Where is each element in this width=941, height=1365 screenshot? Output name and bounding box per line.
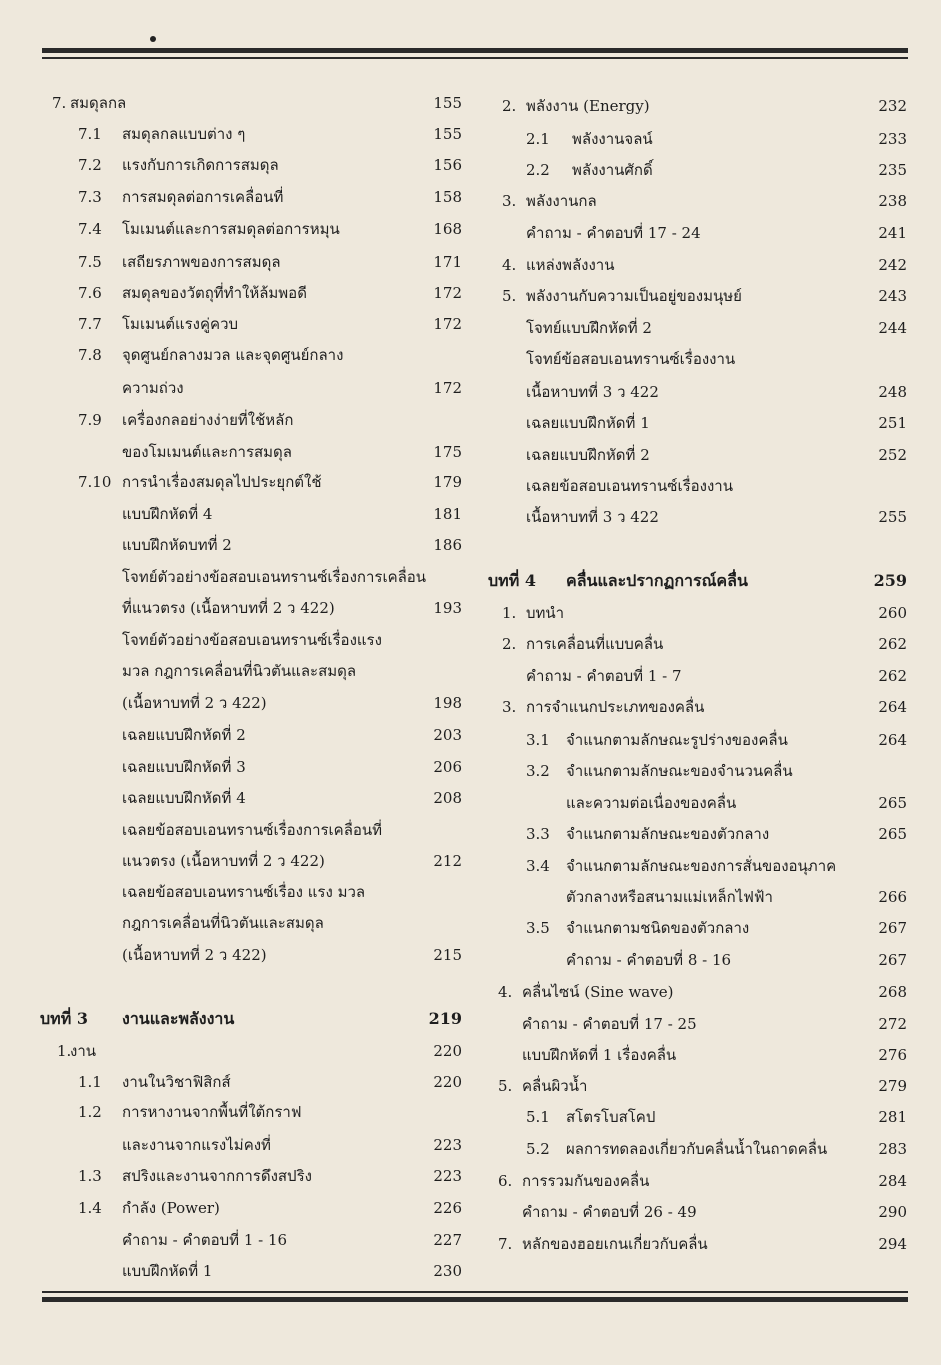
toc-entry-title: คลื่นและปรากฏการณ์คลื่น	[566, 571, 748, 590]
toc-entry-page: 186	[433, 536, 462, 554]
toc-entry-number: 5.	[498, 1077, 513, 1095]
toc-entry-title: ผลการทดลองเกี่ยวกับคลื่นน้ำในถาดคลื่น	[566, 1140, 828, 1158]
toc-entry-number: 7.1	[78, 125, 102, 143]
toc-entry-page: 268	[878, 983, 907, 1001]
toc-entry	[0, 214, 470, 244]
toc-entry	[0, 278, 470, 308]
toc-entry-title: การนำเรื่องสมดุลไปประยุกต์ใช้	[122, 473, 322, 491]
toc-entry-number: 4.	[502, 256, 517, 274]
toc-entry-number: 7.9	[78, 411, 102, 429]
toc-entry-page: 266	[878, 888, 907, 906]
toc-entry	[0, 309, 470, 339]
toc-entry-title: คำถาม - คำตอบที่ 26 - 49	[522, 1203, 697, 1221]
toc-entry-page: 262	[878, 667, 907, 685]
toc-entry-page: 212	[433, 852, 462, 870]
toc-entry	[470, 155, 941, 185]
toc-entry-title: การรวมกันของคลื่น	[522, 1172, 650, 1190]
toc-entry-title: โมเมนต์แรงคู่ควบ	[122, 315, 239, 333]
toc-entry-page: 235	[878, 161, 907, 179]
toc-entry-number: 5.2	[526, 1140, 550, 1158]
toc-entry-page: 241	[878, 224, 907, 242]
toc-entry-page: 156	[433, 156, 462, 174]
toc-entry-page: 220	[433, 1073, 462, 1091]
toc-entry	[470, 819, 941, 849]
toc-entry-title: คำถาม - คำตอบที่ 17 - 24	[526, 224, 701, 242]
toc-entry-title: หลักของฮอยเกนเกี่ยวกับคลื่น	[522, 1235, 708, 1253]
toc-entry	[470, 1040, 941, 1070]
toc-entry-title: ของโมเมนต์และการสมดุล	[122, 443, 292, 461]
toc-entry-page: 206	[433, 758, 462, 776]
toc-entry-page: 172	[433, 315, 462, 333]
toc-entry-title: (เนื้อหาบทที่ 2 ว 422)	[122, 946, 267, 964]
toc-entry	[0, 562, 470, 592]
toc-entry	[470, 1102, 941, 1132]
toc-entry-title: โจทย์แบบฝึกหัดที่ 2	[526, 319, 652, 337]
toc-entry	[0, 182, 470, 212]
toc-entry	[0, 1097, 470, 1127]
toc-entry	[0, 88, 470, 118]
toc-entry-page: 172	[433, 379, 462, 397]
toc-entry-page: 193	[433, 599, 462, 617]
toc-entry-page: 168	[433, 220, 462, 238]
toc-entry	[0, 720, 470, 750]
toc-entry	[0, 940, 470, 970]
toc-chapter-heading	[470, 566, 941, 596]
toc-entry-title: เสถียรภาพของการสมดุล	[122, 253, 281, 271]
toc-entry-number: 2.1	[526, 130, 550, 148]
toc-entry-title: จำแนกตามลักษณะของตัวกลาง	[566, 825, 770, 843]
toc-entry-title: กฎการเคลื่อนที่นิวตันและสมดุล	[122, 914, 324, 932]
toc-entry-page: 264	[878, 731, 907, 749]
toc-entry	[0, 499, 470, 529]
toc-entry-title: แบบฝึกหัดบทที่ 2	[122, 536, 232, 554]
toc-entry-page: 272	[878, 1015, 907, 1033]
toc-entry	[470, 692, 941, 722]
toc-entry-title: พลังงานกับความเป็นอยู่ของมนุษย์	[526, 287, 742, 305]
toc-entry-page: 281	[878, 1108, 907, 1126]
toc-entry	[0, 405, 470, 435]
toc-entry-number: บทที่ 3	[40, 1009, 88, 1028]
toc-entry	[0, 150, 470, 180]
toc-entry-title: พลังงาน (Energy)	[526, 97, 650, 115]
toc-entry-page: 215	[433, 946, 462, 964]
toc-entry-page: 158	[433, 188, 462, 206]
toc-entry	[470, 440, 941, 470]
toc-entry-number: 2.2	[526, 161, 550, 179]
toc-entry	[470, 250, 941, 280]
toc-entry-title: พลังงานศักดิ์	[572, 161, 653, 179]
toc-entry-page: 265	[878, 794, 907, 812]
toc-entry	[470, 281, 941, 311]
toc-entry-title: การหางานจากพื้นที่ใต้กราฟ	[122, 1103, 302, 1121]
toc-entry-page: 223	[433, 1136, 462, 1154]
toc-entry	[470, 1166, 941, 1196]
toc-entry	[0, 1161, 470, 1191]
toc-entry	[470, 502, 941, 532]
toc-entry	[470, 313, 941, 343]
toc-entry-title: เฉลยข้อสอบเอนทรานซ์เรื่องงาน	[526, 477, 733, 495]
toc-entry-title: และงานจากแรงไม่คงที่	[122, 1136, 271, 1154]
toc-entry-number: 1.4	[78, 1199, 102, 1217]
toc-entry-page: 251	[878, 414, 907, 432]
toc-chapter-heading	[0, 1004, 470, 1034]
toc-entry	[470, 218, 941, 248]
toc-entry	[0, 877, 470, 907]
toc-entry	[0, 1036, 470, 1066]
toc-entry-page: 230	[433, 1262, 462, 1280]
toc-entry-page: 179	[433, 473, 462, 491]
toc-entry-page: 265	[878, 825, 907, 843]
toc-entry-number: 4.	[498, 983, 513, 1001]
toc-entry-title: แนวตรง (เนื้อหาบทที่ 2 ว 422)	[122, 852, 325, 870]
toc-entry	[470, 344, 941, 374]
toc-entry-page: 171	[433, 253, 462, 271]
toc-entry-page: 248	[878, 383, 907, 401]
toc-entry-title: ความถ่วง	[122, 379, 184, 397]
toc-entry-number: 1.	[502, 604, 517, 622]
toc-entry-page: 290	[878, 1203, 907, 1221]
toc-entry-title: คำถาม - คำตอบที่ 1 - 7	[526, 667, 682, 685]
toc-entry-title: จำแนกตามลักษณะของจำนวนคลื่น	[566, 762, 793, 780]
toc-entry-page: 155	[433, 94, 462, 112]
toc-entry	[470, 661, 941, 691]
toc-entry-title: การเคลื่อนที่แบบคลื่น	[526, 635, 664, 653]
toc-entry-number: บทที่ 4	[488, 571, 536, 590]
toc-entry-number: 2.	[502, 97, 517, 115]
toc-entry	[0, 373, 470, 403]
toc-entry-title: จำแนกตามชนิดของตัวกลาง	[566, 919, 750, 937]
toc-entry-number: 2.	[502, 635, 517, 653]
toc-entry-page: 283	[878, 1140, 907, 1158]
toc-entry	[470, 124, 941, 154]
toc-entry	[0, 593, 470, 623]
toc-entry-title: เนื้อหาบทที่ 3 ว 422	[526, 508, 659, 526]
toc-entry-title: สโตรโบสโคป	[566, 1108, 656, 1126]
toc-entry-title: เนื้อหาบทที่ 3 ว 422	[526, 383, 659, 401]
toc-entry-page: 243	[878, 287, 907, 305]
toc-right-column	[470, 0, 941, 1365]
toc-entry-page: 267	[878, 919, 907, 937]
toc-entry-page: 227	[433, 1231, 462, 1249]
toc-entry	[0, 908, 470, 938]
toc-entry-number: 7.6	[78, 284, 102, 302]
toc-entry	[0, 467, 470, 497]
toc-entry	[470, 1071, 941, 1101]
toc-entry	[470, 1009, 941, 1039]
toc-entry-page: 252	[878, 446, 907, 464]
toc-entry	[470, 91, 941, 121]
toc-entry	[0, 625, 470, 655]
toc-entry-page: 232	[878, 97, 907, 115]
toc-entry	[0, 1225, 470, 1255]
toc-entry-title: สมดุลกล	[70, 94, 127, 112]
toc-entry-page: 262	[878, 635, 907, 653]
toc-entry-title: การจำแนกประเภทของคลื่น	[526, 698, 705, 716]
toc-entry	[0, 247, 470, 277]
toc-entry-number: 7.3	[78, 188, 102, 206]
toc-entry-title: ที่แนวตรง (เนื้อหาบทที่ 2 ว 422)	[122, 599, 335, 617]
toc-entry-title: แหล่งพลังงาน	[526, 256, 615, 274]
toc-entry-title: บทนำ	[526, 604, 565, 622]
toc-entry	[470, 1197, 941, 1227]
toc-entry	[0, 783, 470, 813]
toc-entry	[470, 788, 941, 818]
toc-entry	[0, 1067, 470, 1097]
toc-entry	[0, 1256, 470, 1286]
toc-entry-number: 3.	[502, 698, 517, 716]
toc-entry	[0, 1130, 470, 1160]
toc-entry-number: 3.	[502, 192, 517, 210]
toc-entry-title: คำถาม - คำตอบที่ 8 - 16	[566, 951, 732, 969]
toc-entry-title: และความต่อเนื่องของคลื่น	[566, 794, 737, 812]
toc-entry-page: 223	[433, 1167, 462, 1185]
toc-entry-title: (เนื้อหาบทที่ 2 ว 422)	[122, 694, 267, 712]
toc-entry-page: 294	[878, 1235, 907, 1253]
toc-entry-number: 7.5	[78, 253, 102, 271]
toc-entry-number: 3.3	[526, 825, 550, 843]
toc-entry-number: 1.3	[78, 1167, 102, 1185]
toc-entry-page: 175	[433, 443, 462, 461]
toc-entry	[470, 1134, 941, 1164]
toc-entry-title: เฉลยข้อสอบเอนทรานซ์เรื่อง แรง มวล	[122, 883, 366, 901]
toc-entry-title: งานและพลังงาน	[122, 1009, 235, 1028]
toc-entry	[470, 977, 941, 1007]
toc-entry-title: เฉลยแบบฝึกหัดที่ 4	[122, 789, 246, 807]
toc-entry-title: คำถาม - คำตอบที่ 1 - 16	[122, 1231, 288, 1249]
toc-entry	[470, 598, 941, 628]
toc-entry	[470, 851, 941, 881]
toc-entry-page: 226	[433, 1199, 462, 1217]
toc-entry-page: 203	[433, 726, 462, 744]
toc-entry-title: โมเมนต์และการสมดุลต่อการหมุน	[122, 220, 340, 238]
toc-entry-title: แบบฝึกหัดที่ 1 เรื่องคลื่น	[522, 1046, 677, 1064]
toc-entry-page: 181	[433, 505, 462, 523]
toc-entry-title: เฉลยแบบฝึกหัดที่ 1	[526, 414, 650, 432]
toc-entry-page: 238	[878, 192, 907, 210]
toc-entry-title: เฉลยข้อสอบเอนทรานซ์เรื่องการเคลื่อนที่	[122, 821, 383, 839]
toc-entry-title: สมดุลของวัตถุที่ทำให้ล้มพอดี	[122, 284, 307, 302]
toc-entry-number: 1.2	[78, 1103, 102, 1121]
toc-entry	[470, 756, 941, 786]
toc-entry-number: 7.8	[78, 346, 102, 364]
bottom-rule-thick	[42, 1297, 908, 1302]
bottom-rule-thin	[42, 1291, 908, 1293]
toc-entry-number: 1.1	[78, 1073, 102, 1091]
toc-entry-title: จำแนกตามลักษณะรูปร่างของคลื่น	[566, 731, 788, 749]
toc-entry-title: โจทย์ข้อสอบเอนทรานซ์เรื่องงาน	[526, 350, 736, 368]
toc-entry-title: งาน	[70, 1042, 97, 1060]
toc-entry-page: 264	[878, 698, 907, 716]
toc-entry-page: 155	[433, 125, 462, 143]
toc-entry-number: 6.	[498, 1172, 513, 1190]
toc-entry-title: เฉลยแบบฝึกหัดที่ 2	[122, 726, 246, 744]
toc-entry	[0, 340, 470, 370]
toc-entry	[470, 629, 941, 659]
toc-entry-page: 279	[878, 1077, 907, 1095]
toc-entry	[0, 815, 470, 845]
toc-entry-page: 244	[878, 319, 907, 337]
toc-entry-title: แบบฝึกหัดที่ 4	[122, 505, 213, 523]
toc-entry-page: 260	[878, 604, 907, 622]
toc-entry-number: 5.	[502, 287, 517, 305]
toc-entry-number: 3.4	[526, 857, 550, 875]
toc-entry-title: กำลัง (Power)	[122, 1199, 220, 1217]
toc-entry	[0, 1193, 470, 1223]
toc-entry-number: 7.4	[78, 220, 102, 238]
toc-entry-title: ตัวกลางหรือสนามแม่เหล็กไฟฟ้า	[566, 888, 773, 906]
toc-entry-page: 242	[878, 256, 907, 274]
toc-entry-title: เฉลยแบบฝึกหัดที่ 2	[526, 446, 650, 464]
toc-entry	[470, 882, 941, 912]
toc-entry-title: สปริงและงานจากการดึงสปริง	[122, 1167, 312, 1185]
toc-entry-title: คำถาม - คำตอบที่ 17 - 25	[522, 1015, 697, 1033]
toc-entry	[0, 437, 470, 467]
toc-entry-page: 172	[433, 284, 462, 302]
toc-entry	[0, 119, 470, 149]
toc-entry-number: 1.	[57, 1042, 72, 1060]
toc-entry-title: สมดุลกลแบบต่าง ๆ	[122, 125, 246, 143]
toc-entry	[470, 945, 941, 975]
toc-entry-number: 7.10	[78, 473, 112, 491]
toc-entry-page: 267	[878, 951, 907, 969]
toc-entry-title: แรงกับการเกิดการสมดุล	[122, 156, 279, 174]
toc-entry-number: 7.	[498, 1235, 513, 1253]
toc-entry-page: 233	[878, 130, 907, 148]
toc-entry-title: งานในวิชาฟิสิกส์	[122, 1073, 231, 1091]
toc-entry-number: 3.2	[526, 762, 550, 780]
toc-entry	[0, 656, 470, 686]
toc-entry	[470, 1229, 941, 1259]
toc-entry	[470, 377, 941, 407]
toc-entry-number: 3.5	[526, 919, 550, 937]
toc-entry-page: 219	[428, 1009, 462, 1028]
toc-entry-title: โจทย์ตัวอย่างข้อสอบเอนทรานซ์เรื่องการเคลื่อน	[122, 568, 427, 586]
toc-entry-number: 5.1	[526, 1108, 550, 1126]
toc-entry	[0, 752, 470, 782]
toc-entry-page: 198	[433, 694, 462, 712]
toc-entry-number: 7.	[52, 94, 67, 112]
toc-entry	[0, 688, 470, 718]
toc-entry	[0, 530, 470, 560]
toc-entry-title: การสมดุลต่อการเคลื่อนที่	[122, 188, 284, 206]
toc-entry-title: แบบฝึกหัดที่ 1	[122, 1262, 213, 1280]
toc-entry-title: เฉลยแบบฝึกหัดที่ 3	[122, 758, 246, 776]
toc-entry-title: พลังงานจลน์	[572, 130, 653, 148]
toc-entry	[470, 471, 941, 501]
toc-left-column	[0, 0, 470, 1365]
toc-entry-title: เครื่องกลอย่างง่ายที่ใช้หลัก	[122, 411, 294, 429]
toc-entry-title: คลื่นผิวน้ำ	[522, 1077, 588, 1095]
toc-entry-title: โจทย์ตัวอย่างข้อสอบเอนทรานซ์เรื่องแรง	[122, 631, 382, 649]
toc-entry	[0, 846, 470, 876]
toc-entry-title: พลังงานกล	[526, 192, 597, 210]
toc-entry	[470, 408, 941, 438]
toc-entry-page: 284	[878, 1172, 907, 1190]
toc-entry-page: 208	[433, 789, 462, 807]
toc-entry-title: จุดศูนย์กลางมวล และจุดศูนย์กลาง	[122, 346, 344, 364]
toc-entry-page: 276	[878, 1046, 907, 1064]
toc-entry-page: 259	[873, 571, 907, 590]
toc-entry	[470, 913, 941, 943]
toc-entry-number: 3.1	[526, 731, 550, 749]
toc-entry	[470, 186, 941, 216]
toc-entry-title: จำแนกตามลักษณะของการสั่นของอนุภาค	[566, 857, 837, 875]
toc-entry-page: 220	[433, 1042, 462, 1060]
toc-entry-number: 7.2	[78, 156, 102, 174]
toc-entry-title: มวล กฎการเคลื่อนที่นิวตันและสมดุล	[122, 662, 357, 680]
toc-entry-number: 7.7	[78, 315, 102, 333]
toc-entry	[470, 725, 941, 755]
toc-entry-page: 255	[878, 508, 907, 526]
toc-entry-title: คลื่นไซน์ (Sine wave)	[522, 983, 674, 1001]
